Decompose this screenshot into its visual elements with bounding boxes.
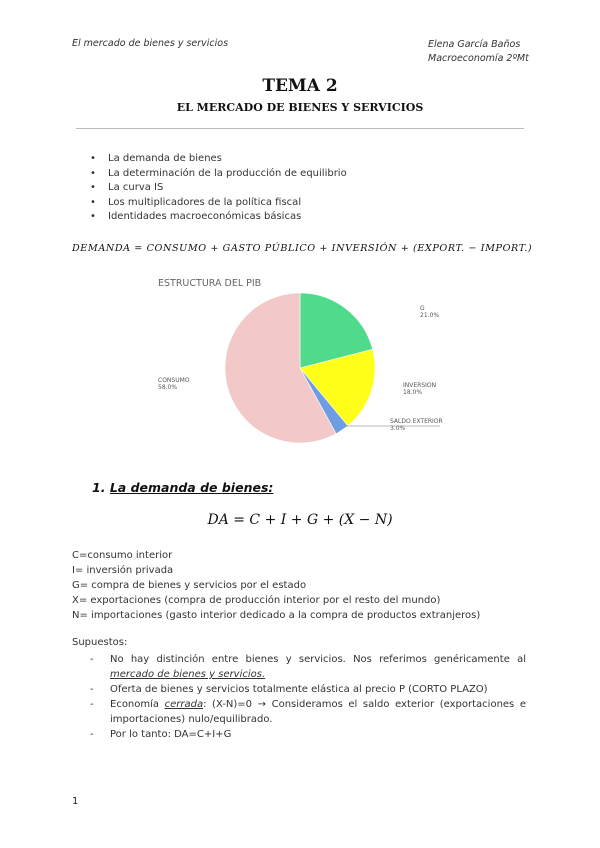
assumption-item	[90, 697, 526, 727]
header-author-block	[428, 38, 529, 66]
pie-value-label: 18.0%	[403, 389, 423, 396]
assumption-text: No hay distinción entre bienes y servicios. Nos referimos genéricamente al	[110, 654, 526, 665]
page-number: 1	[72, 796, 79, 807]
assumptions-title: Supuestos:	[72, 637, 128, 648]
section-heading	[92, 480, 273, 495]
assumption-item	[90, 652, 526, 682]
assumption-emphasis: cerrada	[164, 699, 204, 710]
assumption-item: - Oferta de bienes y servicios totalmente elástica al precio P (CORTO PLAZO)	[90, 682, 526, 697]
assumption-text: : (X-N)=0 → Consideramos el saldo exterior (exportaciones e importaciones) nulo/equilibrado.	[110, 699, 526, 725]
definition-line: I= inversión privada	[72, 565, 174, 576]
pie-label: SALDO EXTERIOR	[390, 418, 443, 425]
section-title: La demanda de bienes:	[109, 480, 274, 495]
section-number: 1.	[92, 480, 106, 495]
assumption-item: - Por lo tanto: DA=C+I+G	[90, 727, 526, 742]
page-title: TEMA 2	[262, 76, 338, 96]
assumptions-list	[90, 652, 526, 742]
topic-item: • La demanda de bienes	[88, 152, 347, 167]
header-course: Macroeconomía 2ºMt	[428, 53, 529, 64]
pie-label: INVERSION	[403, 382, 437, 389]
definition-line: N= importaciones (gasto interior dedicado a la compra de productos extranjeros)	[72, 610, 481, 621]
chart-title: ESTRUCTURA DEL PIB	[158, 278, 262, 289]
definition-line: G= compra de bienes y servicios por el estado	[72, 580, 307, 591]
title-divider	[76, 128, 524, 129]
pie-value-label: 58.0%	[158, 384, 178, 391]
definition-line: X= exportaciones (compra de producción interior por el resto del mundo)	[72, 595, 441, 606]
topic-item: • La determinación de la producción de equilibrio	[88, 167, 347, 182]
pie-label: G	[420, 305, 425, 312]
pie-value-label: 21.0%	[420, 312, 440, 319]
definition-line: C=consumo interior	[72, 550, 173, 561]
topic-item: • Identidades macroeconómicas básicas	[88, 210, 347, 225]
assumption-text: Economía	[110, 699, 165, 710]
page-subtitle: EL MERCADO DE BIENES Y SERVICIOS	[176, 101, 424, 114]
gdp-pie-chart	[150, 272, 450, 452]
aggregate-demand-equation: DA = C + I + G + (X − N)	[207, 512, 393, 528]
topics-list	[88, 152, 347, 225]
header-author: Elena García Baños	[428, 39, 521, 50]
header-title: El mercado de bienes y servicios	[72, 38, 229, 49]
pie-value-label: 3.0%	[390, 425, 406, 432]
definitions-block	[72, 548, 480, 623]
demand-equation: DEMANDA = CONSUMO + GASTO PÚBLICO + INVERSIÓN + (EXPORT. − IMPORT.)	[72, 243, 533, 254]
assumption-emphasis: mercado de bienes y servicios.	[110, 669, 266, 680]
topic-item: • Los multiplicadores de la política fiscal	[88, 196, 347, 211]
topic-item: • La curva IS	[88, 181, 347, 196]
pie-label: CONSUMO	[158, 377, 190, 384]
